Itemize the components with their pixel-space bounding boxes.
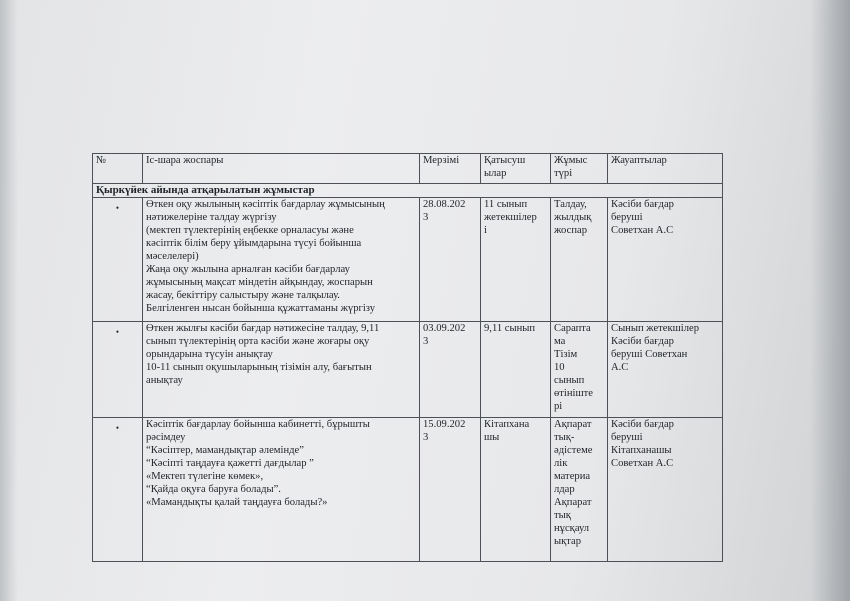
header-responsible: Жауаптылар [608,154,723,184]
header-number: № [93,154,143,184]
section-row [93,184,723,198]
table-header-row [93,154,723,184]
table-row [93,198,723,322]
participants-cell: 11 сынып жетекшілер і [481,198,551,322]
date-cell: 15.09.202 3 [420,418,481,562]
date-cell: 03.09.202 3 [420,322,481,418]
header-plan: Іс-шара жоспары [143,154,420,184]
participants-cell: 9,11 сынып [481,322,551,418]
header-date: Мерзімі [420,154,481,184]
header-work-type: Жұмыс түрі [551,154,608,184]
row-bullet: • [93,322,143,418]
work-type-cell: Сарапта ма Тізім 10 сынып өтініште рі [551,322,608,418]
row-bullet: • [93,418,143,562]
work-type-cell: Ақпарат тық- әдістеме лік материа лдар Ақпарат тық нұсқаул ықтар [551,418,608,562]
career-plan-table [92,153,723,562]
row-bullet: • [93,198,143,322]
participants-cell: Кітапхана шы [481,418,551,562]
plan-cell: Өткен жылғы кәсіби бағдар нәтижесіне талдау, 9,11 сынып түлектерінің орта кәсіби және жоғары оқу орындарына түсуін анықтау 10-11 сынып оқушыларының тізімін алу, бағытын анықтау [143,322,420,418]
page-edge-shadow [810,0,850,601]
section-title: Қыркүйек айында атқарылатын жұмыстар [93,184,723,198]
page-fold-shadow [0,0,18,601]
header-participants: Қатысуш ылар [481,154,551,184]
date-cell: 28.08.202 3 [420,198,481,322]
work-type-cell: Талдау, жылдық жоспар [551,198,608,322]
table-row [93,418,723,562]
responsible-cell: Кәсіби бағдар беруші Кітапханашы Советхан А.С [608,418,723,562]
table-row [93,322,723,418]
responsible-cell: Сынып жетекшілер Кәсіби бағдар беруші Советхан А.С [608,322,723,418]
responsible-cell: Кәсіби бағдар беруші Советхан А.С [608,198,723,322]
plan-cell: Өткен оқу жылының кәсіптік бағдарлау жұмысының нәтижелеріне талдау жүргізу (мектеп түлектерінің еңбекке орналасуы және кәсіптік білім беру ұйымдарына түсуі бойынша мәселелері) Жаңа оқу жылына арналған кәсіби бағдарлау жұмысының мақсат міндетін айқындау, жоспарын жасау, бекіттіру салыстыру және талқылау. Белгіленген нысан бойынша құжаттаманы жүргізу [143,198,420,322]
plan-cell: Кәсіптік бағдарлау бойынша кабинетті, бұрышты рәсімдеу “Кәсіптер, мамандықтар әлемінде” “Кәсіпті таңдауға қажетті дағдылар ” «Мектеп түлегіне көмек», “Қайда оқуға баруға болады”. «Мамандықты қалай таңдауға болады?» [143,418,420,562]
